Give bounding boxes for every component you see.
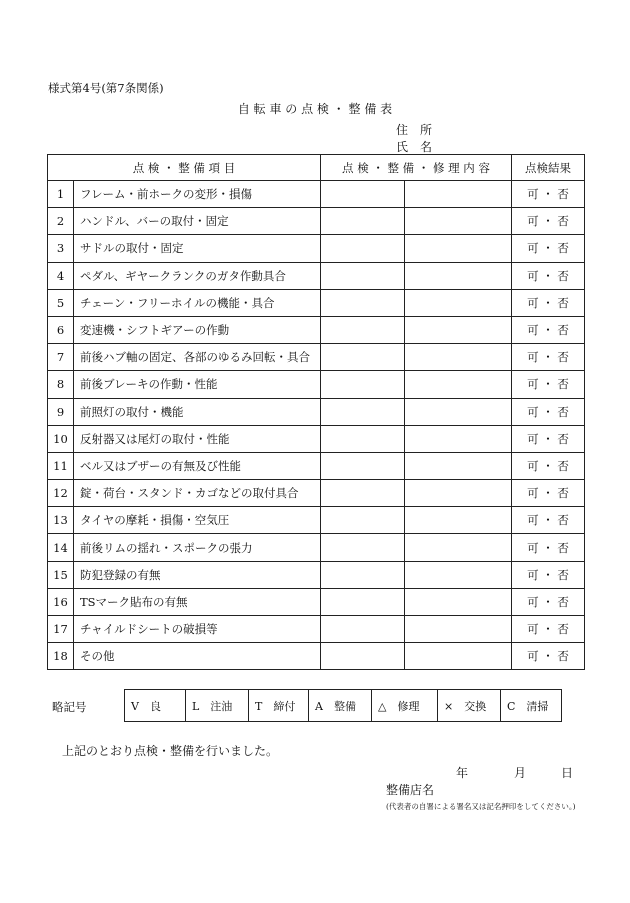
repair-content-cell-1 (321, 452, 405, 479)
table-row (48, 561, 585, 588)
row-number: 18 (48, 643, 74, 670)
repair-content-cell-1 (321, 507, 405, 534)
row-result: 可 ・ 否 (512, 208, 585, 235)
legend-item: A 整備 (309, 690, 372, 722)
shop-name-label: 整備店名 (386, 783, 435, 797)
repair-content-cell-2 (405, 398, 512, 425)
row-result: 可 ・ 否 (512, 534, 585, 561)
row-result: 可 ・ 否 (512, 289, 585, 316)
row-number: 4 (48, 262, 74, 289)
repair-content-cell-1 (321, 480, 405, 507)
repair-content-cell-1 (321, 289, 405, 316)
header-item: 点 検 ・ 整 備 項 目 (48, 155, 321, 181)
row-number: 3 (48, 235, 74, 262)
row-result: 可 ・ 否 (512, 398, 585, 425)
address-label: 住 所 (396, 123, 433, 137)
repair-content-cell-2 (405, 208, 512, 235)
row-number: 10 (48, 425, 74, 452)
row-item: 反射器又は尾灯の取付・性能 (74, 425, 321, 452)
row-number: 8 (48, 371, 74, 398)
completion-statement: 上記のとおり点検・整備を行いました。 (62, 744, 279, 758)
row-number: 14 (48, 534, 74, 561)
header-repair-content: 点 検 ・ 整 備 ・ 修 理 内 容 (321, 155, 512, 181)
legend-item: L 注油 (186, 690, 249, 722)
signature-note: (代表者の自署による署名又は記名押印をしてください。) (386, 802, 576, 811)
row-item: 変速機・シフトギアーの作動 (74, 316, 321, 343)
row-number: 5 (48, 289, 74, 316)
table-row (48, 534, 585, 561)
row-number: 13 (48, 507, 74, 534)
table-row (48, 235, 585, 262)
legend-item: V 良 (125, 690, 186, 722)
row-result: 可 ・ 否 (512, 616, 585, 643)
row-item: ペダル、ギヤークランクのガタ作動具合 (74, 262, 321, 289)
repair-content-cell-2 (405, 507, 512, 534)
repair-content-cell-1 (321, 398, 405, 425)
row-number: 15 (48, 561, 74, 588)
repair-content-cell-1 (321, 181, 405, 208)
repair-content-cell-2 (405, 344, 512, 371)
table-row (48, 208, 585, 235)
row-number: 11 (48, 452, 74, 479)
table-row (48, 398, 585, 425)
legend-label: 略記号 (52, 700, 87, 714)
row-number: 6 (48, 316, 74, 343)
row-result: 可 ・ 否 (512, 561, 585, 588)
repair-content-cell-2 (405, 480, 512, 507)
repair-content-cell-2 (405, 262, 512, 289)
header-result: 点検結果 (512, 155, 585, 181)
form-number-label: 様式第4号(第7条関係) (48, 81, 164, 95)
repair-content-cell-1 (321, 561, 405, 588)
table-row (48, 262, 585, 289)
row-result: 可 ・ 否 (512, 371, 585, 398)
repair-content-cell-1 (321, 262, 405, 289)
repair-content-cell-1 (321, 235, 405, 262)
repair-content-cell-1 (321, 371, 405, 398)
repair-content-cell-1 (321, 616, 405, 643)
repair-content-cell-2 (405, 425, 512, 452)
legend-item: C 清掃 (501, 690, 562, 722)
legend-item: △ 修理 (372, 690, 438, 722)
date-year: 年 (456, 766, 469, 780)
repair-content-cell-2 (405, 452, 512, 479)
table-row (48, 316, 585, 343)
table-row (48, 616, 585, 643)
repair-content-cell-1 (321, 344, 405, 371)
row-result: 可 ・ 否 (512, 452, 585, 479)
legend-table (124, 689, 562, 722)
row-result: 可 ・ 否 (512, 181, 585, 208)
row-result: 可 ・ 否 (512, 643, 585, 670)
row-item: 前後リムの揺れ・スポークの張力 (74, 534, 321, 561)
legend-item: T 締付 (249, 690, 309, 722)
table-row (48, 643, 585, 670)
repair-content-cell-2 (405, 534, 512, 561)
row-item: 防犯登録の有無 (74, 561, 321, 588)
repair-content-cell-2 (405, 316, 512, 343)
repair-content-cell-2 (405, 371, 512, 398)
row-item: タイヤの摩耗・損傷・空気圧 (74, 507, 321, 534)
row-item: ベル又はブザーの有無及び性能 (74, 452, 321, 479)
table-row (48, 507, 585, 534)
row-item: 前後ハブ軸の固定、各部のゆるみ回転・具合 (74, 344, 321, 371)
repair-content-cell-1 (321, 588, 405, 615)
row-number: 1 (48, 181, 74, 208)
row-number: 2 (48, 208, 74, 235)
repair-content-cell-2 (405, 643, 512, 670)
date-month: 月 (514, 766, 527, 780)
legend-item: × 交換 (438, 690, 501, 722)
repair-content-cell-2 (405, 235, 512, 262)
row-result: 可 ・ 否 (512, 507, 585, 534)
repair-content-cell-1 (321, 643, 405, 670)
table-row (48, 588, 585, 615)
date-day: 日 (561, 766, 574, 780)
row-result: 可 ・ 否 (512, 316, 585, 343)
repair-content-cell-1 (321, 316, 405, 343)
inspection-table (47, 154, 585, 670)
row-number: 12 (48, 480, 74, 507)
row-item: チェーン・フリーホイルの機能・具合 (74, 289, 321, 316)
repair-content-cell-1 (321, 208, 405, 235)
repair-content-cell-2 (405, 561, 512, 588)
row-item: 錠・荷台・スタンド・カゴなどの取付具合 (74, 480, 321, 507)
repair-content-cell-2 (405, 616, 512, 643)
row-number: 16 (48, 588, 74, 615)
repair-content-cell-1 (321, 425, 405, 452)
table-row (48, 181, 585, 208)
repair-content-cell-1 (321, 534, 405, 561)
name-label: 氏 名 (396, 140, 433, 154)
row-result: 可 ・ 否 (512, 262, 585, 289)
row-item: その他 (74, 643, 321, 670)
repair-content-cell-2 (405, 181, 512, 208)
row-result: 可 ・ 否 (512, 425, 585, 452)
legend-row (125, 690, 562, 722)
row-item: フレーム・前ホークの変形・損傷 (74, 181, 321, 208)
repair-content-cell-2 (405, 289, 512, 316)
table-row (48, 425, 585, 452)
row-result: 可 ・ 否 (512, 480, 585, 507)
row-number: 7 (48, 344, 74, 371)
row-result: 可 ・ 否 (512, 344, 585, 371)
document-title: 自 転 車 の 点 検 ・ 整 備 表 (237, 102, 393, 116)
row-result: 可 ・ 否 (512, 588, 585, 615)
row-number: 17 (48, 616, 74, 643)
row-result: 可 ・ 否 (512, 235, 585, 262)
row-item: ハンドル、バーの取付・固定 (74, 208, 321, 235)
row-item: サドルの取付・固定 (74, 235, 321, 262)
row-item: チャイルドシートの破損等 (74, 616, 321, 643)
repair-content-cell-2 (405, 588, 512, 615)
row-number: 9 (48, 398, 74, 425)
row-item: 前照灯の取付・機能 (74, 398, 321, 425)
row-item: TSマーク貼布の有無 (74, 588, 321, 615)
table-row (48, 480, 585, 507)
table-row (48, 452, 585, 479)
table-header-row (48, 155, 585, 181)
table-row (48, 371, 585, 398)
date-line (456, 764, 573, 781)
row-item: 前後ブレーキの作動・性能 (74, 371, 321, 398)
table-row (48, 289, 585, 316)
table-row (48, 344, 585, 371)
